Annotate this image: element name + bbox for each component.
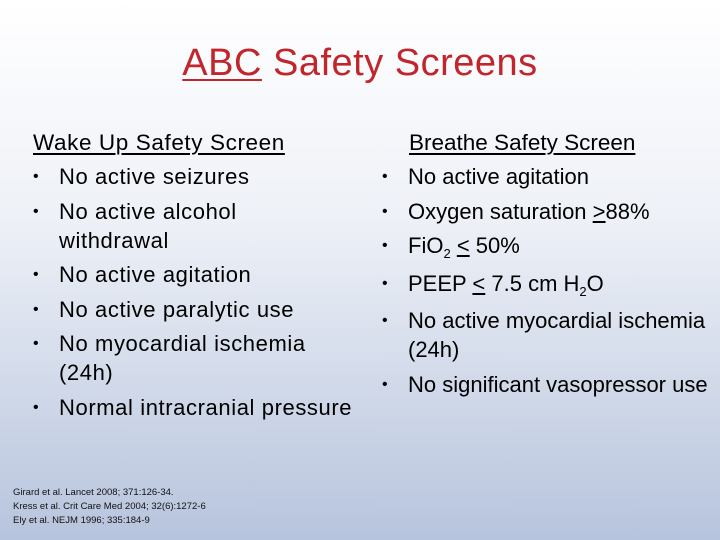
breathe-list <box>382 162 716 399</box>
list-item-text: No active agitation <box>59 262 252 287</box>
less-equal-symbol: < <box>456 233 470 258</box>
list-item <box>33 393 353 422</box>
title-abc: ABC <box>182 42 262 84</box>
oxygen-value: 88% <box>605 198 650 224</box>
bullet-icon: • <box>33 202 40 220</box>
bullet-icon: • <box>33 398 40 416</box>
references <box>13 486 206 528</box>
list-item-text: No active agitation <box>408 164 589 189</box>
bullet-icon: • <box>382 375 388 393</box>
list-item-text: Normal intracranial pressure <box>59 394 353 420</box>
reference: Girard et al. Lancet 2008; 371:126-34. <box>13 487 174 498</box>
list-item-text: No significant vasopressor use <box>408 371 708 397</box>
bullet-icon: • <box>33 266 40 283</box>
wake-up-list <box>33 162 353 422</box>
list-item-text: FiO <box>408 233 444 258</box>
list-item <box>382 306 716 364</box>
title-rest: Safety Screens <box>261 42 538 84</box>
list-item <box>382 370 716 399</box>
subscript: 2 <box>443 246 451 261</box>
list-item-text: PEEP <box>408 270 473 296</box>
list-item <box>33 197 353 255</box>
list-item <box>382 231 716 263</box>
list-item <box>382 162 716 191</box>
peep-value: 7.5 cm H <box>485 270 580 296</box>
fio2-value: 50% <box>469 233 520 258</box>
wake-up-heading: Wake Up Safety Screen <box>33 130 285 155</box>
slide-title <box>0 42 720 85</box>
reference: Ely et al. NEJM 1996; 335:184-9 <box>13 515 150 526</box>
list-item <box>33 295 353 324</box>
list-item <box>33 162 353 191</box>
list-item <box>382 197 716 226</box>
breathe-heading: Breathe Safety Screen <box>409 130 636 155</box>
less-equal-symbol: < <box>472 270 486 296</box>
list-item-text: No active seizures <box>59 164 250 189</box>
list-item-text: No active alcohol withdrawal <box>59 198 237 253</box>
bullet-icon: • <box>382 312 388 329</box>
bullet-icon: • <box>382 274 388 292</box>
bullet-icon: • <box>382 202 388 220</box>
bullet-icon: • <box>382 168 388 185</box>
list-item-text: Oxygen saturation <box>408 198 593 224</box>
subscript: 2 <box>579 283 587 299</box>
reference: Kress et al. Crit Care Med 2004; 32(6):1272-6 <box>13 501 206 512</box>
list-item <box>33 260 353 289</box>
list-item <box>382 269 716 301</box>
list-item <box>33 329 353 387</box>
list-item-text: No active myocardial ischemia (24h) <box>408 308 706 362</box>
bullet-icon: • <box>33 300 40 318</box>
wake-up-column <box>33 128 353 427</box>
greater-equal-symbol: > <box>592 198 606 224</box>
list-item-text: No active paralytic use <box>59 296 295 322</box>
peep-unit-suffix: O <box>586 270 604 296</box>
bullet-icon: • <box>33 168 40 185</box>
breathe-column <box>382 128 716 404</box>
bullet-icon: • <box>33 335 40 352</box>
list-item-text: No myocardial ischemia (24h) <box>59 331 306 385</box>
bullet-icon: • <box>382 237 388 254</box>
